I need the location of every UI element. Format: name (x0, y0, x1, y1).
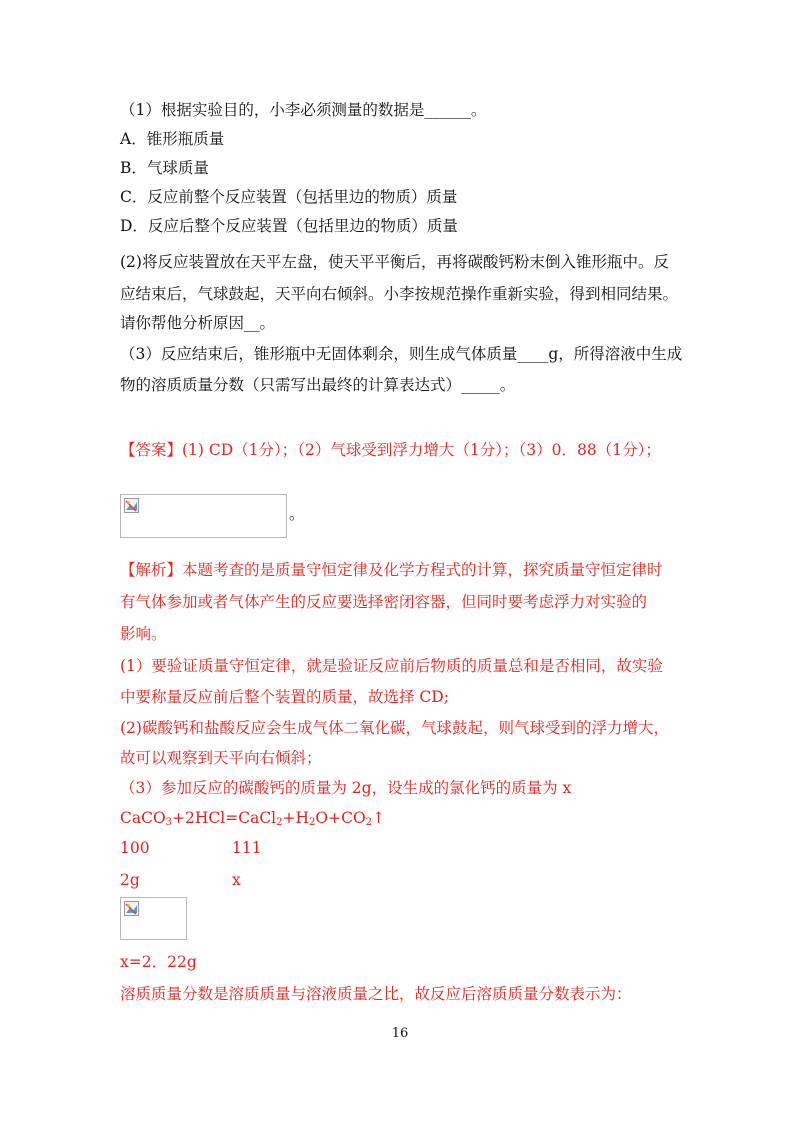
broken-image-icon (124, 901, 139, 916)
ratio-row-2-right: x (232, 871, 241, 889)
question-1: （1）根据实验目的，小李必须测量的数据是______。 (120, 101, 487, 119)
equation-sub-d: 2 (365, 817, 373, 828)
analysis-part-3-line-1: （3）参加反应的碳酸钙的质量为 2g，设生成的氯化钙的质量为 x (120, 779, 572, 797)
analysis-part-2-line-2: 故可以观察到天平向右倾斜； (120, 749, 322, 767)
question-2-line-1: (2)将反应装置放在天平左盘，使天平平衡后，再将碳酸钙粉末倒入锥形瓶中。反 (120, 253, 669, 271)
equation-part-a: CaCO (120, 809, 166, 827)
analysis-part-2-line-1: (2)碳酸钙和盐酸反应会生成气体二氧化碳，气球鼓起，则气球受到的浮力增大， (120, 719, 669, 737)
equation-part-d: O+CO (315, 809, 366, 827)
option-b: B．气球质量 (120, 159, 209, 177)
analysis-line-1: 【解析】本题考查的是质量守恒定律及化学方程式的计算，探究质量守恒定律时 (120, 561, 663, 579)
analysis-part-1-line-2: 中要称量反应前后整个装置的质量，故选择 CD; (120, 688, 449, 706)
answer-suffix: 。 (289, 505, 305, 523)
ratio-row-1-left: 100 (120, 839, 150, 857)
ratio-row-2-left: 2g (120, 871, 140, 889)
question-2-line-2: 应结束后，气球鼓起，天平向右倾斜。小李按规范操作重新实验，得到相同结果。 (120, 285, 679, 303)
broken-image-icon (124, 498, 139, 513)
question-3-line-1: （3）反应结束后，锥形瓶中无固体剩余，则生成气体质量____g，所得溶液中生成 (120, 345, 683, 363)
equation-part-c: +H (282, 809, 310, 827)
question-3-line-2: 物的溶质质量分数（只需写出最终的计算表达式）_____。 (120, 376, 516, 394)
page-number: 16 (391, 1026, 409, 1041)
formula-image (120, 494, 287, 538)
gas-arrow: ↑ (372, 809, 386, 827)
option-a: A．锥形瓶质量 (120, 130, 225, 148)
analysis-line-3: 影响。 (120, 625, 167, 643)
final-line: 溶质质量分数是溶质质量与溶液质量之比，故反应后溶质质量分数表示为： (120, 985, 632, 1003)
equation-part-b: +2HCl=CaCl (172, 809, 277, 827)
equation-sub-b: 2 (276, 817, 283, 828)
answer-line: 【答案】(1) CD（1分）；（2）气球受到浮力增大（1分）；（3）0．88（1分）； (120, 441, 661, 459)
chemical-equation (120, 808, 385, 828)
option-d: D．反应后整个反应装置（包括里边的物质）质量 (120, 217, 458, 235)
option-c: C．反应前整个反应装置（包括里边的物质）质量 (120, 188, 458, 206)
equation-sub-a: 3 (165, 817, 173, 828)
analysis-line-2: 有气体参加或者气体产生的反应要选择密闭容器，但同时要考虑浮力对实验的 (120, 593, 648, 611)
proportion-image (120, 897, 187, 940)
question-2-line-3: 请你帮他分析原因__。 (120, 314, 276, 332)
result-line: x=2．22g (120, 953, 197, 971)
analysis-part-1-line-1: (1）要验证质量守恒定律，就是验证反应前后物质的质量总和是否相同，故实验 (120, 657, 663, 675)
equation-sub-c: 2 (309, 817, 316, 828)
ratio-row-1-right: 111 (232, 839, 262, 857)
